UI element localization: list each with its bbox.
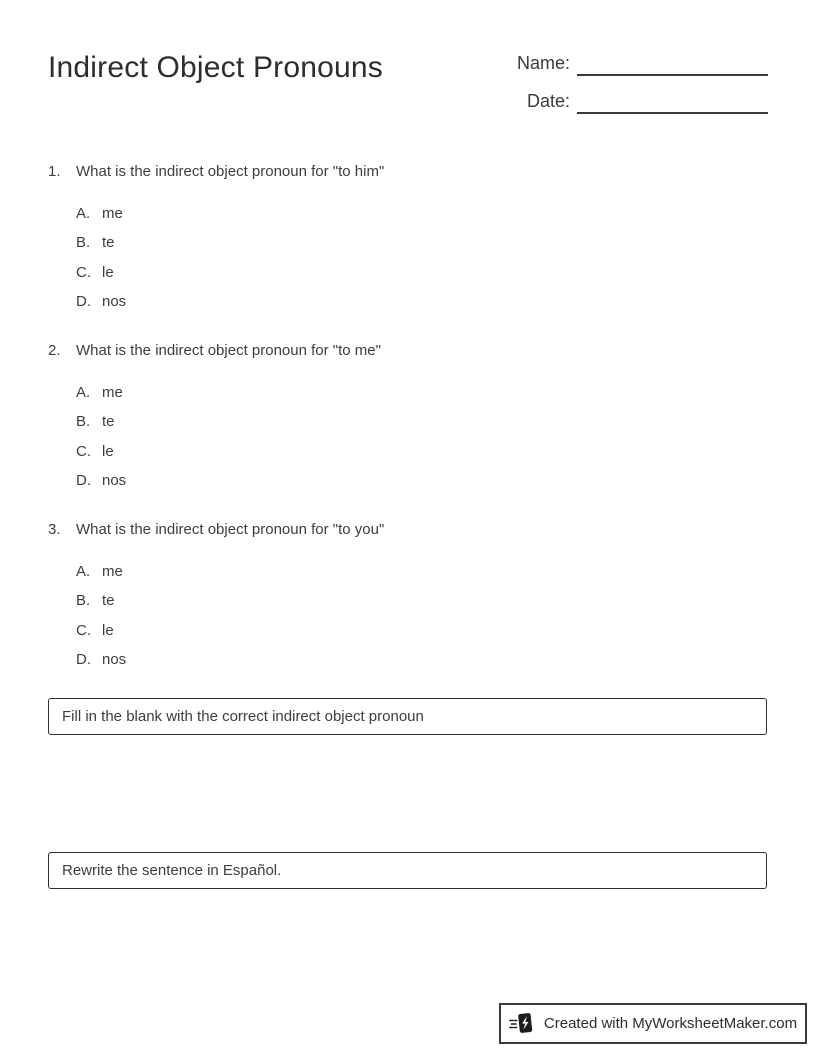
choice-a bbox=[76, 557, 748, 586]
question-2-row bbox=[48, 341, 748, 361]
question-1-row bbox=[48, 162, 748, 182]
choice-b bbox=[76, 407, 748, 436]
choice-text: nos bbox=[102, 472, 127, 490]
choice-d bbox=[76, 287, 748, 316]
choice-text: le bbox=[102, 263, 114, 281]
choice-text: le bbox=[102, 621, 114, 639]
credit-badge bbox=[499, 1003, 807, 1044]
choice-text: te bbox=[102, 592, 115, 610]
name-label: Name: bbox=[516, 53, 570, 73]
choice-b bbox=[76, 586, 748, 615]
choice-a bbox=[76, 199, 748, 228]
name-field-line[interactable] bbox=[577, 56, 768, 76]
choice-text: te bbox=[102, 234, 115, 252]
choice-letter: C. bbox=[76, 442, 91, 460]
rewrite-sentence-prompt-box bbox=[48, 852, 767, 889]
choice-letter: D. bbox=[76, 651, 91, 669]
question-text: What is the indirect object pronoun for "to him" bbox=[76, 163, 385, 180]
choice-text: nos bbox=[102, 293, 127, 311]
answer-space-2[interactable] bbox=[48, 894, 767, 994]
choice-text: le bbox=[102, 442, 114, 460]
credit-text: Created with MyWorksheetMaker.com bbox=[543, 1015, 798, 1032]
choice-letter: C. bbox=[76, 621, 91, 639]
prompt-text: Rewrite the sentence in Español. bbox=[62, 862, 282, 879]
choice-c bbox=[76, 616, 748, 645]
prompt-text: Fill in the blank with the correct indirect object pronoun bbox=[62, 708, 424, 725]
question-2 bbox=[48, 341, 748, 495]
choice-letter: A. bbox=[76, 563, 91, 581]
choice-text: nos bbox=[102, 651, 127, 669]
choice-letter: D. bbox=[76, 293, 91, 311]
choice-letter: C. bbox=[76, 263, 91, 281]
choice-d bbox=[76, 466, 748, 495]
choice-letter: B. bbox=[76, 592, 91, 610]
choice-c bbox=[76, 437, 748, 466]
choice-letter: B. bbox=[76, 234, 91, 252]
choice-text: me bbox=[102, 384, 123, 402]
choice-text: te bbox=[102, 413, 115, 431]
question-3 bbox=[48, 520, 748, 674]
question-text: What is the indirect object pronoun for "to me" bbox=[76, 342, 381, 359]
question-number: 2. bbox=[48, 342, 61, 359]
choice-d bbox=[76, 645, 748, 674]
question-text: What is the indirect object pronoun for "to you" bbox=[76, 521, 385, 538]
question-3-row bbox=[48, 520, 748, 540]
choice-letter: A. bbox=[76, 205, 91, 223]
choice-letter: D. bbox=[76, 472, 91, 490]
page-title: Indirect Object Pronouns bbox=[48, 51, 383, 84]
choice-b bbox=[76, 228, 748, 257]
date-field-line[interactable] bbox=[577, 94, 768, 114]
question-3-choices bbox=[76, 557, 748, 674]
choice-a bbox=[76, 378, 748, 407]
choice-c bbox=[76, 258, 748, 287]
choice-text: me bbox=[102, 205, 123, 223]
date-label: Date: bbox=[526, 91, 570, 111]
question-2-choices bbox=[76, 378, 748, 495]
choice-text: me bbox=[102, 563, 123, 581]
question-1 bbox=[48, 162, 748, 316]
myworksheetmaker-logo-icon bbox=[509, 1010, 536, 1037]
question-1-choices bbox=[76, 199, 748, 316]
choice-letter: B. bbox=[76, 413, 91, 431]
question-number: 1. bbox=[48, 163, 61, 180]
choice-letter: A. bbox=[76, 384, 91, 402]
question-number: 3. bbox=[48, 521, 61, 538]
fill-in-blank-prompt-box bbox=[48, 698, 767, 735]
answer-space-1[interactable] bbox=[48, 740, 767, 848]
